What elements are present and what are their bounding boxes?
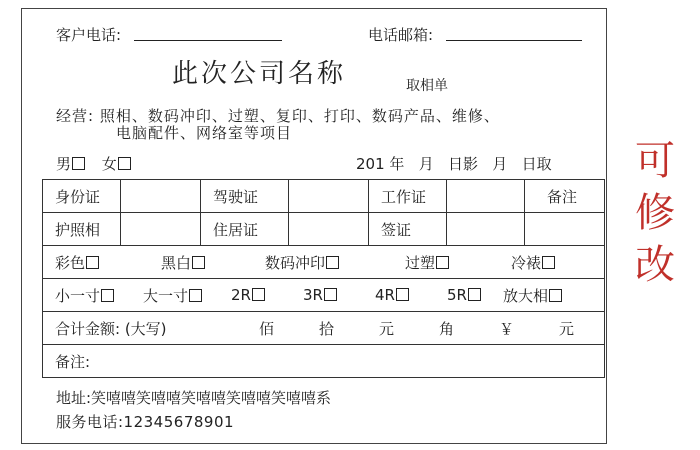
- unit-yuan: 元: [379, 319, 395, 338]
- unit-ten: 拾: [319, 319, 335, 338]
- business-line-1: 经营: 照相、数码冲印、过塑、复印、打印、数码产品、维修、: [56, 107, 500, 125]
- digital-print-label: 数码冲印: [265, 253, 326, 272]
- remarks-field[interactable]: [43, 345, 605, 378]
- work-permit-cell[interactable]: [447, 180, 525, 213]
- form-table: [42, 179, 605, 378]
- notes-cell[interactable]: [525, 213, 605, 246]
- customer-phone-label: 客户电话:: [56, 26, 122, 44]
- remarks-row: [43, 345, 605, 378]
- stamp-char-2: 修: [635, 190, 675, 236]
- 2r-checkbox[interactable]: [252, 288, 265, 301]
- cold-mount-checkbox[interactable]: [542, 256, 555, 269]
- company-name: 此次公司名称: [172, 59, 347, 89]
- yen-symbol: ￥: [499, 319, 515, 338]
- cold-mount-label: 冷裱: [511, 253, 542, 272]
- 3r-checkbox[interactable]: [324, 288, 337, 301]
- id-row-2: [43, 213, 605, 246]
- color-row: [43, 246, 605, 279]
- 2r-label: 2R: [231, 286, 251, 304]
- stamp-char-3: 改: [635, 242, 675, 288]
- bw-label: 黑白: [161, 253, 192, 272]
- female-checkbox[interactable]: [118, 157, 131, 170]
- color-checkbox[interactable]: [86, 256, 99, 269]
- passport-photo-label: 护照相: [43, 213, 121, 246]
- residence-permit-cell[interactable]: [289, 213, 369, 246]
- laminate-label: 过塑: [405, 253, 436, 272]
- 3r-label: 3R: [303, 286, 323, 304]
- business-line-2: 电脑配件、网络室等项目: [116, 124, 293, 142]
- stamp-char-1: 可: [635, 138, 675, 184]
- digital-print-checkbox[interactable]: [326, 256, 339, 269]
- 4r-label: 4R: [375, 286, 395, 304]
- notes-header: 备注: [525, 180, 605, 213]
- 5r-checkbox[interactable]: [468, 288, 481, 301]
- remarks-label: 备注:: [55, 352, 91, 371]
- color-label: 彩色: [55, 253, 86, 272]
- service-phone: 服务电话:12345678901: [56, 413, 235, 431]
- residence-permit-label: 住居证: [201, 213, 289, 246]
- driver-license-cell[interactable]: [289, 180, 369, 213]
- id-row-1: [43, 180, 605, 213]
- size-row: [43, 279, 605, 312]
- receipt-form: [21, 8, 607, 444]
- male-checkbox[interactable]: [72, 157, 85, 170]
- enlarge-label: 放大相: [503, 286, 549, 305]
- editable-stamp: [630, 135, 680, 291]
- id-card-cell[interactable]: [121, 180, 201, 213]
- male-label: 男: [56, 155, 72, 173]
- email-field[interactable]: [446, 40, 582, 41]
- driver-license-label: 驾驶证: [201, 180, 289, 213]
- female-label: 女: [101, 155, 117, 173]
- email-label: 电话邮箱:: [368, 26, 434, 44]
- total-label: 合计金额: (大写): [55, 319, 167, 338]
- laminate-checkbox[interactable]: [436, 256, 449, 269]
- 5r-label: 5R: [447, 286, 467, 304]
- customer-phone-field[interactable]: [134, 40, 282, 41]
- work-permit-label: 工作证: [369, 180, 447, 213]
- large-1inch-checkbox[interactable]: [189, 289, 202, 302]
- id-card-label: 身份证: [43, 180, 121, 213]
- total-row: [43, 312, 605, 345]
- visa-label: 签证: [369, 213, 447, 246]
- address: 地址:笑嘻嘻笑嘻嘻笑嘻嘻笑嘻嘻笑嘻嘻系: [56, 389, 332, 407]
- small-1inch-label: 小一寸: [55, 286, 101, 305]
- unit-yuan-numeric: 元: [559, 319, 575, 338]
- date-line: 201 年 月 日影 月 日取: [356, 155, 552, 173]
- unit-hundred: 佰: [259, 319, 275, 338]
- large-1inch-label: 大一寸: [143, 286, 189, 305]
- bw-checkbox[interactable]: [192, 256, 205, 269]
- form-type: 取相单: [406, 78, 448, 94]
- color-options: [55, 252, 604, 273]
- small-1inch-checkbox[interactable]: [101, 289, 114, 302]
- passport-photo-cell[interactable]: [121, 213, 201, 246]
- gender-options: [56, 155, 131, 173]
- visa-cell[interactable]: [447, 213, 525, 246]
- unit-jiao: 角: [439, 319, 455, 338]
- 4r-checkbox[interactable]: [396, 288, 409, 301]
- size-options: [55, 285, 604, 306]
- enlarge-checkbox[interactable]: [549, 289, 562, 302]
- total-amount: [55, 318, 604, 339]
